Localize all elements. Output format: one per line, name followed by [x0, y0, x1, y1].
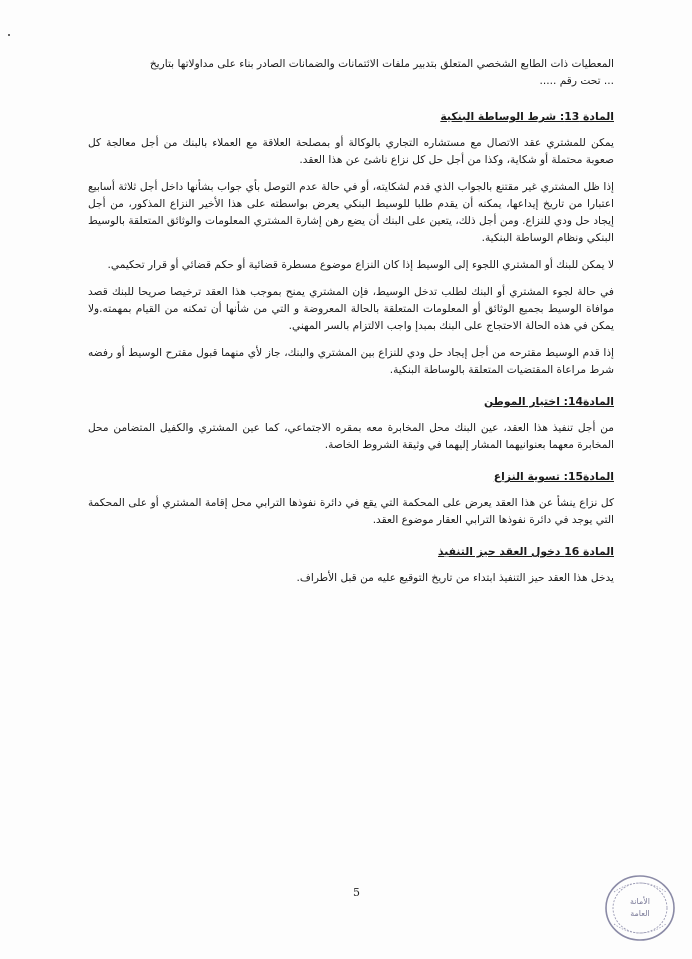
article-16-heading: المادة 16 دخول العقد حيز التنفيذ — [437, 545, 614, 558]
article-13-paragraph-1: يمكن للمشتري عقد الاتصال مع مستشاره التجاري بالوكالة أو بمصلحة العلاقة مع العملاء بالبنك من أجل معالجة كل صعوبة محتملة أو شكاية، وكذا من أجل حل كل نزاع ناشئ عن هذا العقد. — [88, 137, 614, 166]
article-15-paragraph-1: كل نزاع ينشأ عن هذا العقد يعرض على المحكمة التي يقع في دائرة نفوذها الترابي محل إقامة المشتري أو على المحكمة التي يوجد في دائرة نفوذها الترابي العقار موضوع العقد. — [88, 497, 614, 526]
stamp-text-middle: العامة — [630, 909, 650, 918]
article-16-paragraph-1: يدخل هذا العقد حيز التنفيذ ابتداء من تاريخ التوقيع عليه من قبل الأطراف. — [296, 572, 614, 584]
document-body — [88, 56, 614, 597]
article-14-heading: المادة14: اختيار الموطن — [483, 395, 614, 408]
official-stamp-icon — [602, 872, 678, 944]
stamp-text-top: الأمانة — [629, 897, 651, 906]
page-number: 5 — [353, 886, 360, 899]
article-13-paragraph-2: إذا ظل المشتري غير مقتنع بالجواب الذي قدم لشكايته، أو في حالة عدم التوصل بأي جواب بشأنها داخل أجل ثلاثة أسابيع اعتبارا من تاريخ إيداعها، يمكنه أن يقدم طلبا للوسيط البنكي يعرض بواسطته على هذا الأخير النزاع المذكور، من أجل إيجاد حل ودي للنزاع. ومن أجل ذلك، يتعين على البنك أن يضع رهن إشارة المشتري المعلومات والوثائق المتعلقة بالوسيط البنكي ونظام الوساطة البنكية. — [88, 181, 614, 244]
article-14-paragraph-1: من أجل تنفيذ هذا العقد، عين البنك محل المخابرة معه بمقره الاجتماعي، كما عين المشتري والكفيل المتضامن محل المخابرة معهما بعنوانيهما المشار إليهما في وثيقة الشروط الخاصة. — [88, 422, 614, 451]
article-13-paragraph-3: لا يمكن للبنك أو المشتري اللجوء إلى الوسيط إذا كان النزاع موضوع مسطرة قضائية أو حكم قضائي أو قرار تحكيمي. — [107, 259, 614, 271]
article-15-heading: المادة15: تسوية النزاع — [493, 470, 614, 483]
intro-line-1: المعطيات ذات الطابع الشخصي المتعلق بتدبير ملفات الائتمانات والضمانات الصادر بناء على مداولاتها بتاريخ — [149, 58, 614, 70]
article-13-paragraph-4: في حالة لجوء المشتري أو البنك لطلب تدخل الوسيط، فإن المشتري يمنح بموجب هذا العقد ترخيصا صريحا للبنك قصد موافاة الوسيط بجميع الوثائق أو المعلومات المتعلقة بالحالة المعروضة و التي من شأنها أن تمكنه من القيام بمهمته.ولا يمكن في هذه الحالة الاحتجاج على البنك بمبدإ واجب الالتزام بالسر المهني. — [88, 286, 614, 332]
scan-speck — [8, 34, 10, 36]
intro-line-2: ... تحت رقم ..... — [539, 75, 614, 87]
article-13-paragraph-5: إذا قدم الوسيط مقترحه من أجل إيجاد حل ودي للنزاع بين المشتري والبنك، جاز لأي منهما قبول مقترح الوسيط أو رفضه شرط مراعاة المقتضيات المتعلقة بالوساطة البنكية. — [88, 347, 614, 376]
article-13-heading: المادة 13: شرط الوساطة البنكية — [440, 110, 614, 123]
